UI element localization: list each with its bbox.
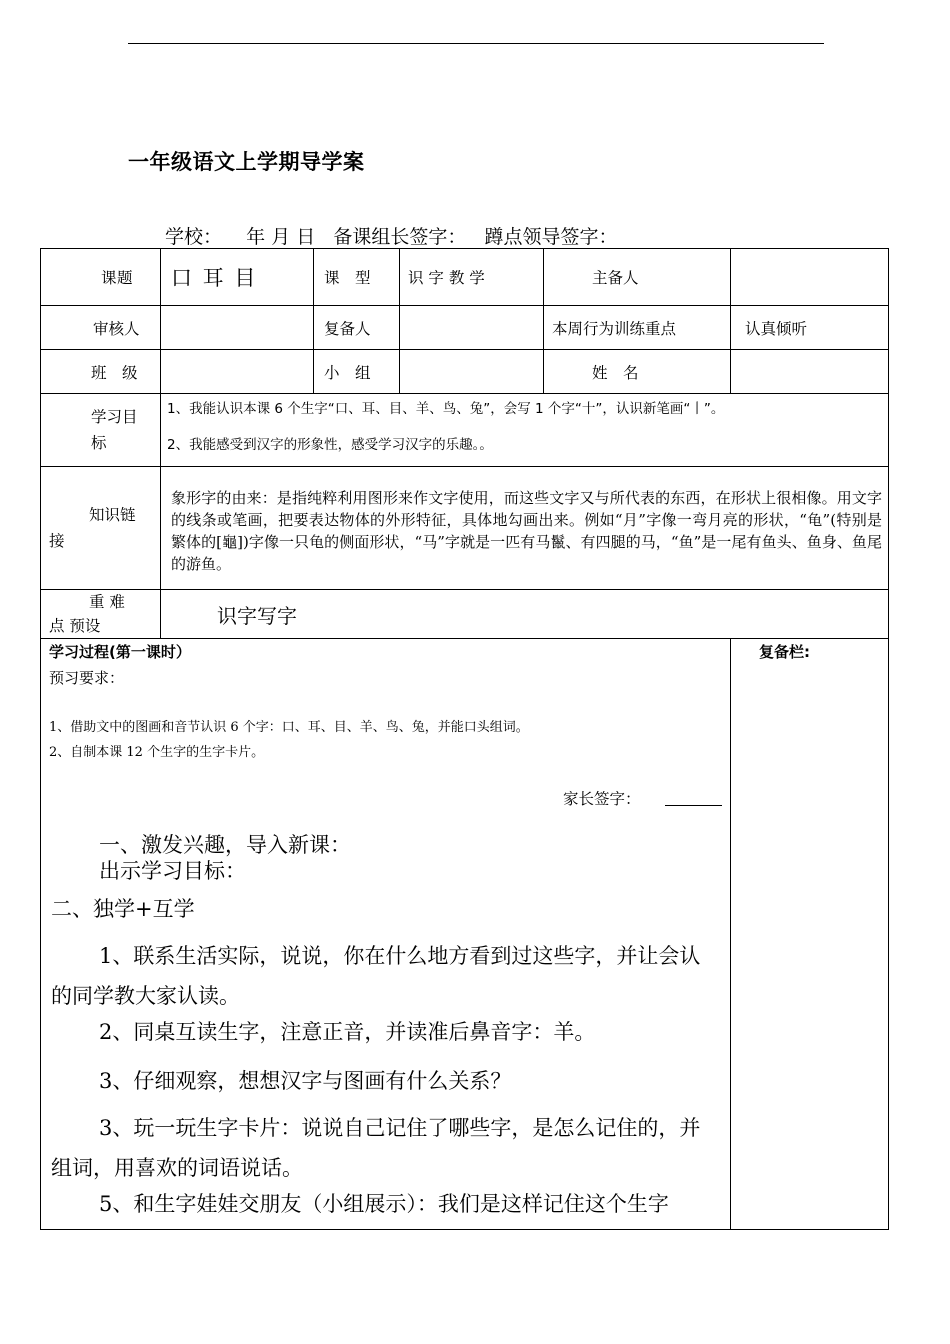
goals-label: 学习目标 (41, 394, 161, 467)
keypoints-label: 重 难 点 预设 (41, 590, 161, 639)
activity-item: 1、联系生活实际，说说，你在什么地方看到过这些字，并让会认的同学教大家认读。 (51, 944, 701, 1008)
review-column[interactable] (731, 639, 889, 1230)
lesson-type-label: 课 型 (314, 249, 400, 306)
topic-value: 口 耳 目 (161, 249, 314, 306)
process-main-cell (41, 639, 731, 1230)
process-heading: 学习过程(第一课时） (49, 643, 191, 661)
goal-item: 1、我能认识本课 6 个生字“口、耳、目、羊、鸟、兔”，会写 1 个字“十”，认识新笔画“丨”。 (167, 401, 725, 417)
activity-item: 5、和生字娃娃交朋友（小组展示）：我们是这样记住这个生字 (99, 1192, 669, 1216)
learning-process-table (40, 638, 889, 1230)
preview-title: 预习要求： (49, 669, 125, 687)
activity-item: 3、仔细观察，想想汉字与图画有什么关系？ (99, 1069, 512, 1093)
co-preparer-value[interactable] (400, 306, 544, 350)
knowledge-label: 知识链接 (41, 467, 161, 590)
lesson-type-value: 识 字 教 学 (400, 249, 544, 306)
goal-item: 2、我能感受到汉字的形象性，感受学习汉字的乐趣。。 (167, 437, 493, 453)
parent-sign-blank[interactable] (665, 805, 722, 806)
preview-item: 2、自制本课 12 个生字的生字卡片。 (49, 745, 265, 760)
class-value[interactable] (161, 350, 314, 394)
review-column-heading: 复备栏: (759, 643, 810, 661)
step-one: 一、激发兴趣，导入新课： (99, 833, 351, 857)
co-preparer-label: 复备人 (314, 306, 400, 350)
document-title: 一年级语文上学期导学案 (128, 150, 365, 174)
header-rule (128, 43, 824, 44)
keypoints-value: 识字写字 (161, 590, 889, 639)
group-label: 小 组 (314, 350, 400, 394)
class-label: 班 级 (41, 350, 161, 394)
activity-item: 3、玩一玩生字卡片：说说自己记住了哪些字，是怎么记住的，并组词，用喜欢的词语说话。 (51, 1116, 701, 1180)
preview-item: 1、借助文中的图画和音节认识 6 个字：口、耳、目、羊、鸟、兔，并能口头组词。 (49, 720, 529, 735)
knowledge-text: 象形字的由来：是指纯粹利用图形来作文字使用，而这些文字又与所代表的东西，在形状上很相像。用文字的线条或笔画，把要表达物体的外形特征，具体地勾画出来。例如“月”字像一弯月亮的形状，“龟”(特别是繁体的[龜])字像一只龟的侧面形状，“马”字就是一匹有马鬣、有四腿的马，“鱼”是一尾有鱼头、鱼身、鱼尾的游鱼。 (161, 467, 889, 590)
lead-preparer-value[interactable] (731, 249, 889, 306)
lead-preparer-label: 主备人 (544, 249, 731, 306)
goals-cell (161, 394, 889, 467)
step-one-sub: 出示学习目标： (99, 859, 246, 883)
parent-sign-label: 家长签字： (563, 790, 641, 808)
signature-line: 学校： 年 月 日 备课组长签字： 蹲点领导签字： (165, 226, 618, 248)
topic-label: 课题 (41, 249, 161, 306)
lesson-info-table (40, 248, 889, 639)
week-focus-label: 本周行为训练重点 (544, 306, 731, 350)
name-label: 姓 名 (544, 350, 731, 394)
activity-item: 2、同桌互读生字，注意正音，并读准后鼻音字：羊。 (99, 1020, 596, 1044)
name-value[interactable] (731, 350, 889, 394)
reviewer-label: 审核人 (41, 306, 161, 350)
week-focus-value: 认真倾听 (731, 306, 889, 350)
group-value[interactable] (400, 350, 544, 394)
step-two: 二、独学+互学 (51, 897, 195, 921)
reviewer-value[interactable] (161, 306, 314, 350)
